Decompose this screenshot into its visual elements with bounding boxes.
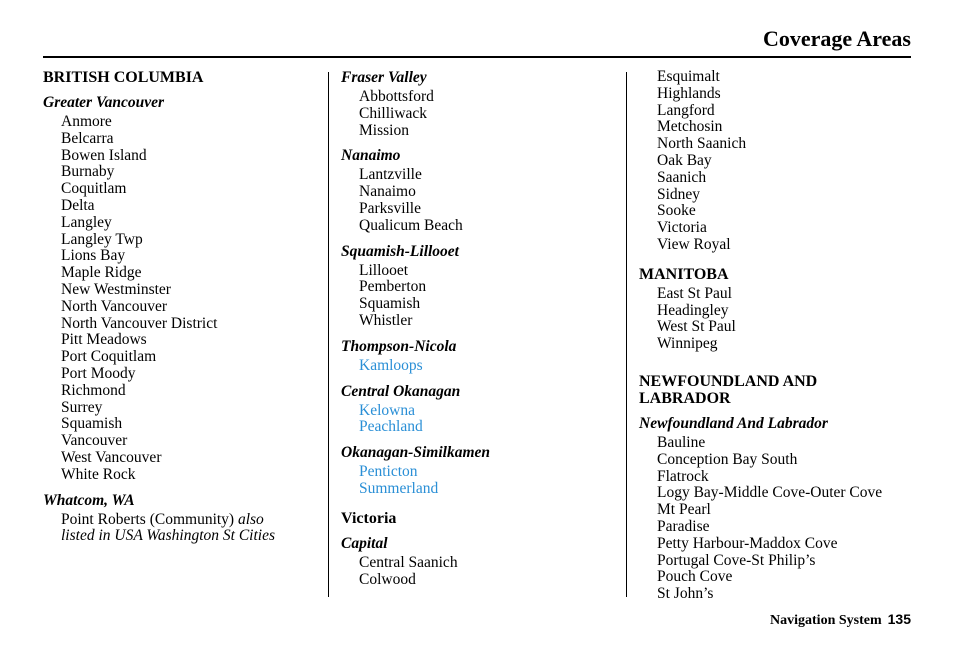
list-item: Central Saanich (359, 553, 458, 571)
region-heading-victoria: Victoria (341, 509, 397, 527)
subregion-heading-greater-vancouver: Greater Vancouver (43, 94, 164, 111)
list-item: Petty Harbour-Maddox Cove (657, 534, 838, 552)
list-item: Parksville (359, 199, 421, 217)
list-item: Oak Bay (657, 151, 712, 169)
list-item: Port Coquitlam (61, 348, 157, 366)
header-rule (43, 56, 911, 58)
city-point-roberts: Point Roberts (Community) (61, 510, 235, 528)
list-item: Bauline (657, 433, 706, 451)
city-list-newfoundland-and-labrador (639, 435, 914, 603)
list-item: East St Paul (657, 284, 732, 302)
list-item: North Saanich (657, 135, 747, 153)
list-item: Chilliwack (359, 104, 428, 122)
note-also: also (234, 510, 264, 528)
list-item: Vancouver (61, 432, 128, 450)
list-item: New Westminster (61, 280, 171, 298)
subregion-heading-squamish-lillooet: Squamish-Lillooet (341, 242, 459, 260)
list-item: Squamish (61, 415, 123, 433)
city-list-okanagan-similkamen (341, 464, 621, 498)
note-listed-in-usa: listed in USA Washington St Cities (61, 527, 276, 545)
region-heading-line-2: LABRADOR (639, 389, 731, 407)
list-item: Headingley (657, 301, 729, 319)
city-link[interactable]: Summerland (359, 479, 439, 497)
subregion-heading-thompson-nicola: Thompson-Nicola (341, 337, 457, 355)
list-item: Bowen Island (61, 146, 147, 164)
city-link[interactable]: Peachland (359, 418, 423, 436)
city-link[interactable]: Kelowna (359, 401, 415, 419)
subregion-heading-whatcom: Whatcom, WA (43, 491, 135, 509)
list-item: Maple Ridge (61, 264, 142, 282)
list-item: Winnipeg (657, 335, 718, 353)
list-item: Coquitlam (61, 180, 127, 198)
column-2 (341, 69, 621, 588)
city-list-fraser-valley (341, 89, 621, 139)
subregion-heading-okanagan-similkamen: Okanagan-Similkamen (341, 444, 490, 462)
column-divider-2 (626, 72, 627, 597)
list-item: Highlands (657, 84, 721, 102)
list-item: Qualicum Beach (359, 216, 463, 234)
region-heading-newfoundland-labrador (639, 373, 914, 407)
region-heading-line-1: NEWFOUNDLAND AND (639, 372, 818, 390)
page-footer (770, 609, 911, 631)
city-list-capital-continued (639, 69, 914, 254)
list-item: St John’s (657, 585, 714, 603)
list-item: Mt Pearl (657, 501, 711, 519)
city-list-thompson-nicola (341, 358, 621, 375)
city-list-manitoba (639, 286, 914, 353)
list-item: Lillooet (359, 261, 409, 279)
list-item: Metchosin (657, 118, 723, 136)
column-3 (639, 69, 914, 603)
list-item: Langford (657, 101, 715, 119)
list-item: Port Moody (61, 364, 136, 382)
list-item: West St Paul (657, 318, 736, 336)
column-1 (43, 69, 323, 545)
list-item: Mission (359, 121, 409, 139)
city-list-nanaimo (341, 167, 621, 234)
city-list-whatcom (43, 512, 323, 546)
list-item: Esquimalt (657, 68, 720, 85)
list-item: Conception Bay South (657, 450, 798, 468)
subregion-heading-fraser-valley: Fraser Valley (341, 69, 427, 86)
city-list-capital (341, 555, 621, 589)
city-list-squamish-lillooet (341, 263, 621, 330)
list-item: Langley (61, 213, 112, 231)
list-item: View Royal (657, 235, 731, 253)
city-link[interactable]: Kamloops (359, 356, 423, 374)
list-item: Richmond (61, 381, 126, 399)
page-title: Coverage Areas (762, 26, 911, 51)
city-list-greater-vancouver (43, 114, 323, 484)
list-item: Surrey (61, 398, 103, 416)
list-item: Sidney (657, 185, 701, 203)
list-item: Sooke (657, 202, 696, 220)
list-item: Pemberton (359, 278, 427, 296)
list-item: North Vancouver (61, 297, 168, 315)
list-item: Burnaby (61, 163, 115, 181)
list-item: Belcarra (61, 129, 114, 147)
list-item: Paradise (657, 517, 710, 535)
list-item: Victoria (657, 219, 707, 237)
list-item: Lions Bay (61, 247, 126, 265)
list-item: Pitt Meadows (61, 331, 147, 349)
list-item: Saanich (657, 168, 707, 186)
footer-label: Navigation System (770, 613, 882, 628)
list-item: Pouch Cove (657, 568, 733, 586)
list-item: Abbottsford (359, 88, 434, 105)
list-item: Squamish (359, 295, 421, 313)
list-item: Lantzville (359, 166, 422, 184)
subregion-heading-nanaimo: Nanaimo (341, 147, 401, 165)
list-item: Colwood (359, 570, 416, 588)
city-link[interactable]: Penticton (359, 463, 418, 481)
subregion-heading-newfoundland-and-labrador: Newfoundland And Labrador (639, 414, 828, 432)
list-item: Flatrock (657, 467, 709, 485)
list-item: West Vancouver (61, 448, 162, 466)
list-item: Logy Bay-Middle Cove-Outer Cove (657, 484, 883, 502)
city-list-central-okanagan (341, 403, 621, 437)
list-item: North Vancouver District (61, 314, 218, 332)
subregion-heading-capital: Capital (341, 534, 388, 552)
page-number: 135 (887, 611, 911, 627)
subregion-heading-central-okanagan: Central Okanagan (341, 382, 461, 400)
list-item: Delta (61, 196, 95, 214)
list-item: Portugal Cove-St Philip’s (657, 551, 816, 569)
region-heading-manitoba: MANITOBA (639, 265, 729, 283)
list-item: Anmore (61, 113, 112, 130)
region-heading-british-columbia: BRITISH COLUMBIA (43, 69, 204, 86)
list-item: Nanaimo (359, 183, 416, 201)
list-item: Whistler (359, 311, 413, 329)
list-item: Langley Twp (61, 230, 143, 248)
column-divider-1 (328, 72, 329, 597)
list-item (61, 512, 323, 529)
list-item: White Rock (61, 465, 136, 483)
